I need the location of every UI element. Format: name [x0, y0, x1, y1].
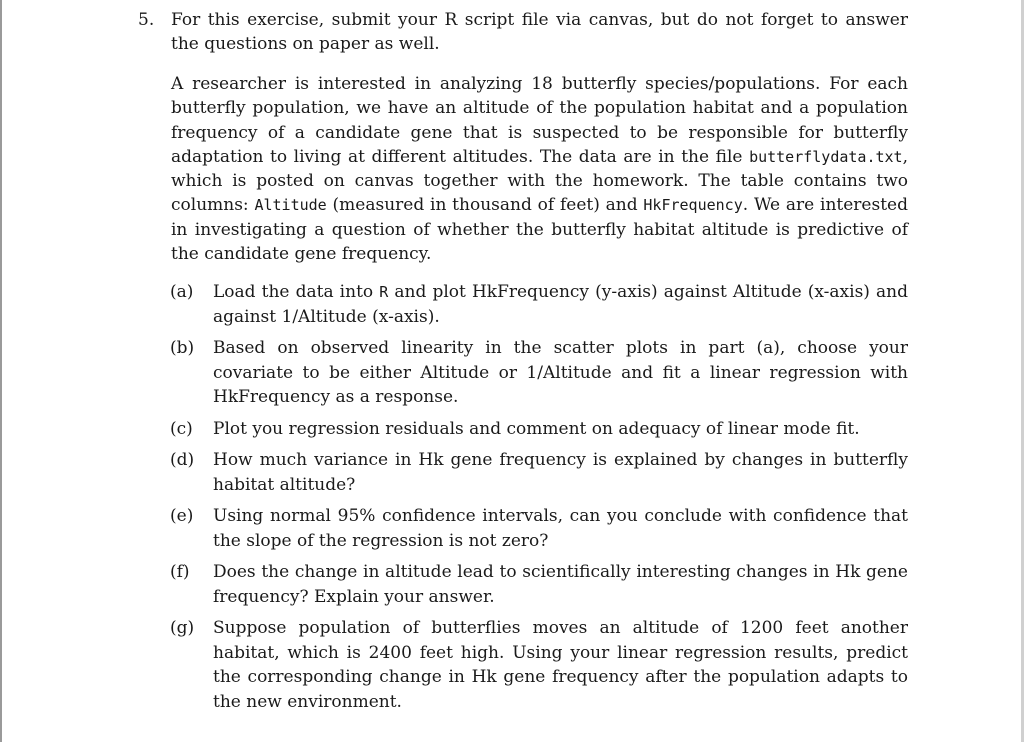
question-part-e: [170, 504, 908, 553]
part-label: (c): [170, 418, 193, 439]
question-part-a: [170, 280, 908, 329]
part-text: Does the change in altitude lead to scientifically interesting changes in Hk gene frequency? Explain your answer.: [213, 562, 908, 607]
part-label: (g): [170, 618, 195, 639]
column-hkfrequency: HkFrequency: [643, 196, 743, 215]
question-part-c: [170, 417, 908, 442]
description-text-1: A researcher is interested in analyzing 18 butterfly species/populations. For each butterfly population, we have an altitude of the population habitat and a population frequency of a candidate gene that is suspected to be responsible for butterfly adaptation to living at different altitudes. The data are in the file: [171, 74, 908, 167]
problem-5: [138, 8, 908, 721]
part-text: How much variance in Hk gene frequency is explained by changes in butterfly habitat altitude?: [213, 450, 908, 495]
question-parts-list: [138, 280, 908, 714]
data-file-name: butterflydata.txt: [749, 147, 903, 166]
column-altitude: Altitude: [254, 196, 327, 215]
part-text-cont: and plot HkFrequency (y-axis) against Altitude (x-axis) and against 1/Altitude (x-axis).: [213, 282, 908, 327]
part-text: Load the data into: [213, 282, 380, 303]
part-text: Using normal 95% confidence intervals, can you conclude with confidence that the slope of the regression is not zero?: [213, 506, 908, 551]
question-part-g: [170, 616, 908, 714]
description-text-4: . We are interested in investigating a question of whether the butterfly habitat altitude is predictive of the candidate gene frequency.: [171, 195, 908, 265]
question-part-f: [170, 560, 908, 609]
part-label: (d): [170, 450, 195, 471]
part-text: Based on observed linearity in the scatter plots in part (a), choose your covariate to be either Altitude or 1/Altitude and fit a linear regression with HkFrequency as a response.: [213, 338, 908, 408]
description-text-3: (measured in thousand of feet) and: [326, 195, 644, 216]
part-label: (a): [170, 282, 194, 303]
part-text: Suppose population of butterflies moves an altitude of 1200 feet another habitat, which is 2400 feet high. Using your linear regression results, predict the corresponding change in Hk gene frequency after the population adapts to the new environment.: [213, 618, 908, 712]
page-left-border: [0, 0, 2, 742]
question-part-d: [170, 448, 908, 497]
part-label: (e): [170, 506, 194, 527]
part-text: Plot you regression residuals and comment on adequacy of linear mode fit.: [213, 418, 860, 439]
part-label: (b): [170, 338, 195, 359]
problem-number: 5.: [138, 10, 155, 30]
description-text-2: , which is posted on canvas together with the homework. The table contains two columns:: [171, 146, 908, 216]
r-code-label: R: [379, 283, 389, 302]
question-part-b: [170, 336, 908, 410]
part-label: (f): [170, 562, 190, 583]
problem-intro: For this exercise, submit your R script file via canvas, but do not forget to answer the questions on paper as well.: [171, 10, 908, 54]
problem-description: [171, 72, 908, 266]
